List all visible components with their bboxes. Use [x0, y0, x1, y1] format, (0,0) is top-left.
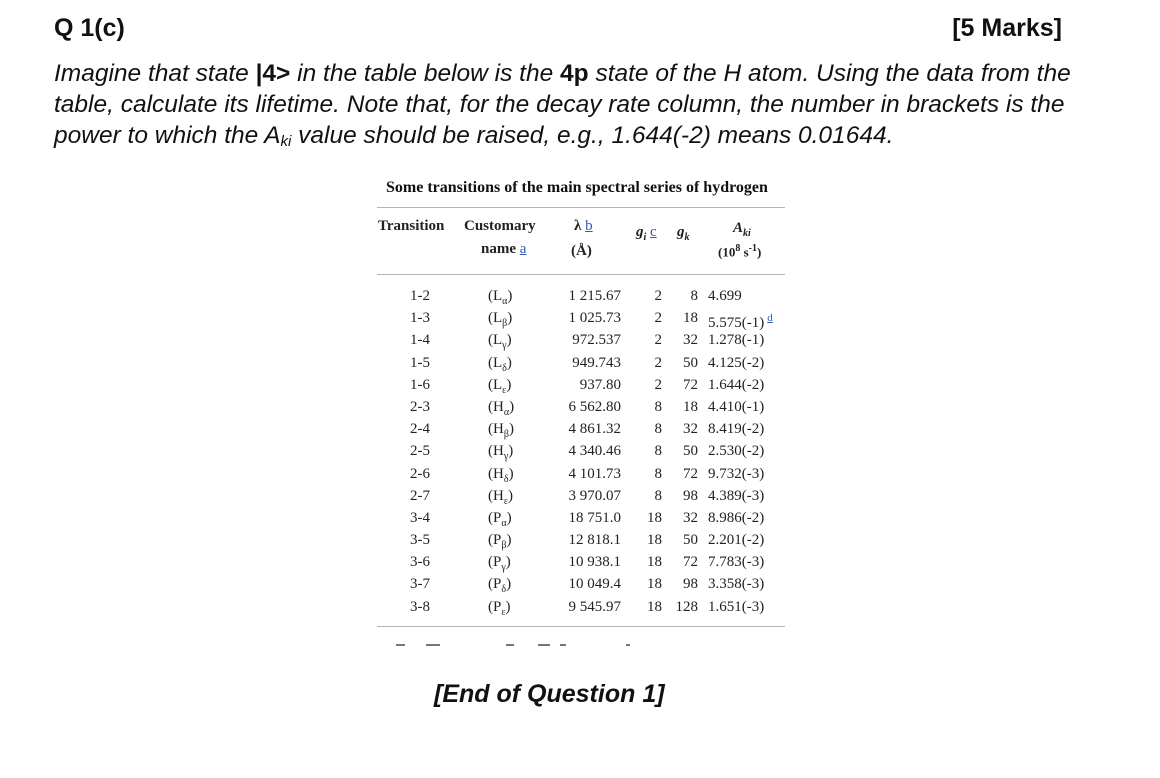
aki-value: 2.201(-2) — [708, 532, 765, 549]
cell-gk: 32 — [683, 509, 698, 526]
series-letter: P — [493, 554, 502, 571]
aki-value: 7.783(-3) — [708, 554, 765, 571]
cell-wavelength: 1 025.73 — [568, 310, 621, 327]
table-bottom-rule — [377, 626, 785, 627]
series-letter: P — [493, 576, 502, 593]
greek-subscript: γ — [503, 451, 509, 463]
cropped-text-fragment — [506, 644, 514, 646]
footnote-c-link[interactable]: c — [650, 224, 657, 240]
header-aki-unit: ($10^8$ $s^{-1}$) — [718, 243, 762, 260]
series-letter: P — [493, 532, 502, 549]
aki-value: 1.644(-2) — [708, 376, 765, 393]
cell-wavelength: 949.743 — [572, 354, 621, 371]
cell-gk: 32 — [683, 421, 698, 438]
state-label: |4> — [255, 60, 291, 87]
greek-subscript: α — [502, 296, 508, 307]
cell-gi: 18 — [647, 554, 662, 571]
cell-transition: 2-5 — [410, 443, 430, 460]
aki-value: 5.575(-1) — [708, 315, 765, 332]
cell-gi: 2 — [654, 376, 662, 393]
cell-transition: 1-3 — [410, 310, 430, 327]
cell-gk: 98 — [683, 576, 698, 593]
column-customary-name — [488, 285, 548, 618]
series-letter: H — [493, 487, 504, 504]
cell-customary-name: $(P_\delta)$ — [488, 576, 512, 596]
cell-wavelength: 937.80 — [579, 376, 621, 393]
header-gk: $g_k$ — [677, 224, 690, 243]
cell-aki — [708, 596, 798, 618]
cell-customary-name: $(P_\beta)$ — [488, 532, 512, 552]
cell-gk: 72 — [683, 554, 698, 571]
cell-gi: 8 — [654, 398, 662, 415]
cell-transition: 1-6 — [410, 376, 430, 393]
cell-customary-name: $(P_\alpha)$ — [488, 509, 512, 529]
cell-gi: 8 — [654, 443, 662, 460]
cell-wavelength: 10 049.4 — [568, 576, 621, 593]
cell-gk: 32 — [683, 332, 698, 349]
cell-gi: 18 — [647, 509, 662, 526]
cell-transition: 1-5 — [410, 354, 430, 371]
cell-transition: 3-7 — [410, 576, 430, 593]
cell-transition: 3-6 — [410, 554, 430, 571]
cell-aki — [708, 507, 798, 529]
aki-value: 4.125(-2) — [708, 354, 765, 371]
question-number: Q 1(c) — [54, 14, 125, 42]
cell-aki — [708, 463, 798, 485]
cell-wavelength: 972.537 — [572, 332, 621, 349]
cell-gk: 72 — [683, 376, 698, 393]
cell-transition: 1-2 — [410, 288, 430, 304]
cell-customary-name: $(L_\delta)$ — [488, 354, 512, 374]
series-letter: P — [493, 509, 502, 526]
cell-wavelength: 18 751.0 — [568, 509, 621, 526]
cell-aki — [708, 285, 798, 307]
table-title: Some transitions of the main spectral series of hydrogen — [386, 179, 768, 196]
aki-value: 9.732(-3) — [708, 465, 765, 482]
cell-transition: 1-4 — [410, 332, 430, 349]
cell-gk: 18 — [683, 398, 698, 415]
cell-gk: 72 — [683, 465, 698, 482]
series-letter: L — [493, 310, 503, 327]
cell-gi: 18 — [647, 576, 662, 593]
cropped-text-fragment — [626, 644, 630, 646]
cell-customary-name: $(P_\gamma)$ — [488, 554, 511, 574]
question-marks: [5 Marks] — [952, 14, 1062, 42]
cell-transition: 3-5 — [410, 532, 430, 549]
cell-aki — [708, 485, 798, 507]
aki-value: 1.651(-3) — [708, 598, 765, 615]
cell-aki — [708, 573, 798, 595]
header-customary: Customary — [464, 218, 536, 234]
greek-subscript: β — [501, 540, 507, 552]
cell-aki — [708, 352, 798, 374]
cell-aki — [708, 396, 798, 418]
cell-gk: 8 — [690, 288, 698, 304]
header-lambda-unit: (Å) — [571, 243, 592, 259]
greek-subscript: β — [503, 429, 509, 441]
aki-value: 8.419(-2) — [708, 421, 765, 438]
cell-wavelength: 10 938.1 — [568, 554, 621, 571]
header-lambda: λ b — [574, 218, 593, 234]
cell-customary-name: $(L_\alpha)$ — [488, 288, 513, 307]
cell-transition: 3-4 — [410, 509, 430, 526]
series-letter: H — [493, 421, 504, 438]
greek-subscript: δ — [501, 584, 507, 596]
cell-customary-name: $(H_\alpha)$ — [488, 398, 515, 418]
cell-gi: 2 — [654, 288, 662, 304]
cell-gk: 50 — [683, 443, 698, 460]
column-gi — [632, 285, 662, 618]
cropped-text-fragment — [538, 644, 550, 646]
greek-subscript: γ — [502, 340, 507, 352]
cell-aki — [708, 529, 798, 551]
series-letter: H — [493, 398, 504, 415]
cell-gi: 18 — [647, 598, 662, 615]
series-letter: L — [493, 376, 503, 393]
question-header — [54, 14, 1062, 43]
footnote-a-link[interactable]: a — [519, 241, 527, 257]
cell-gi: 2 — [654, 354, 662, 371]
cell-wavelength: 12 818.1 — [568, 532, 621, 549]
cell-wavelength: 3 970.07 — [568, 487, 621, 504]
cell-transition: 3-8 — [410, 598, 430, 615]
greek-subscript: α — [501, 517, 507, 529]
footnote-b-link[interactable]: b — [585, 218, 593, 234]
cell-customary-name: $(H_\delta)$ — [488, 465, 514, 485]
aki-value: 8.986(-2) — [708, 509, 765, 526]
cell-gk: 128 — [675, 598, 698, 615]
cell-transition: 2-3 — [410, 398, 430, 415]
cell-customary-name: $(H_\gamma)$ — [488, 443, 514, 463]
aki-value: 4.410(-1) — [708, 398, 765, 415]
header-transition: Transition — [378, 218, 445, 234]
cell-transition: 2-6 — [410, 465, 430, 482]
cell-wavelength: 4 861.32 — [568, 421, 621, 438]
state-4p: 4p — [560, 60, 589, 87]
aki-value: 1.278(-1) — [708, 332, 765, 349]
table-top-rule — [377, 207, 785, 208]
cell-gk: 50 — [683, 354, 698, 371]
series-letter: L — [493, 332, 503, 349]
cell-aki — [708, 374, 798, 396]
cell-aki — [708, 418, 798, 440]
cell-gk: 50 — [683, 532, 698, 549]
cell-customary-name: $(H_\varepsilon)$ — [488, 487, 514, 507]
header-name: name a — [481, 241, 527, 257]
cell-gi: 2 — [654, 310, 662, 327]
cell-gi: 8 — [654, 487, 662, 504]
aki-value: 3.358(-3) — [708, 576, 765, 593]
series-letter: H — [493, 443, 504, 460]
column-gk — [668, 285, 698, 618]
cropped-text-fragment — [396, 644, 405, 646]
cell-customary-name: $(L_\beta)$ — [488, 310, 513, 330]
cropped-text-fragment — [426, 644, 440, 646]
series-letter: L — [493, 354, 503, 371]
greek-subscript: α — [503, 406, 510, 418]
question-text: Imagine that state |4> in the table below is the 4p state of the H atom. Using the data from the table, calculate its lifetime. Note that, for the decay rate column, the number in brackets is the power to which the $A_{ki}$ value should be raised, e.g., 1.644(-2) means 0.01644. — [54, 60, 1071, 150]
cell-gk: 98 — [683, 487, 698, 504]
series-letter: H — [493, 465, 504, 482]
greek-subscript: ε — [503, 495, 509, 507]
series-letter: P — [493, 598, 502, 615]
cell-wavelength: 6 562.80 — [568, 398, 621, 415]
cell-wavelength: 4 101.73 — [568, 465, 621, 482]
column-wavelength — [545, 285, 621, 618]
cropped-text-fragment — [560, 644, 566, 646]
cell-gi: 8 — [654, 421, 662, 438]
table-header-rule — [377, 274, 785, 275]
cell-aki — [708, 551, 798, 573]
cell-transition: 2-7 — [410, 487, 430, 504]
greek-subscript: ε — [502, 384, 507, 396]
column-transition — [410, 285, 450, 618]
cell-customary-name: $(H_\beta)$ — [488, 421, 514, 441]
cell-customary-name: $(P_\varepsilon)$ — [488, 598, 511, 618]
greek-subscript: δ — [503, 473, 509, 485]
cell-customary-name: $(L_\gamma)$ — [488, 332, 512, 352]
cell-wavelength: 1 215.67 — [568, 288, 621, 304]
greek-subscript: β — [502, 318, 508, 330]
aki-value: 4.389(-3) — [708, 487, 765, 504]
cell-customary-name: $(L_\varepsilon)$ — [488, 376, 512, 396]
cell-aki — [708, 440, 798, 462]
cell-wavelength: 4 340.46 — [568, 443, 621, 460]
cell-gi: 2 — [654, 332, 662, 349]
end-of-question-label: [End of Question 1] — [434, 680, 665, 708]
aki-value: 2.530(-2) — [708, 443, 765, 460]
header-gi: $g_i$ c — [636, 224, 657, 243]
footnote-d-link[interactable]: d — [767, 312, 773, 325]
cell-aki — [708, 307, 798, 332]
greek-subscript: δ — [502, 362, 507, 374]
cell-wavelength: 9 545.97 — [568, 598, 621, 615]
column-aki — [708, 285, 798, 618]
greek-subscript: ε — [501, 606, 506, 618]
cell-gi: 18 — [647, 532, 662, 549]
greek-subscript: γ — [501, 562, 506, 574]
cell-gi: 8 — [654, 465, 662, 482]
cell-transition: 2-4 — [410, 421, 430, 438]
series-letter: L — [493, 288, 503, 304]
cell-aki — [708, 329, 798, 351]
aki-value: 4.699 — [708, 288, 742, 304]
cell-gk: 18 — [683, 310, 698, 327]
header-aki: $A_{ki}$ — [733, 220, 751, 239]
